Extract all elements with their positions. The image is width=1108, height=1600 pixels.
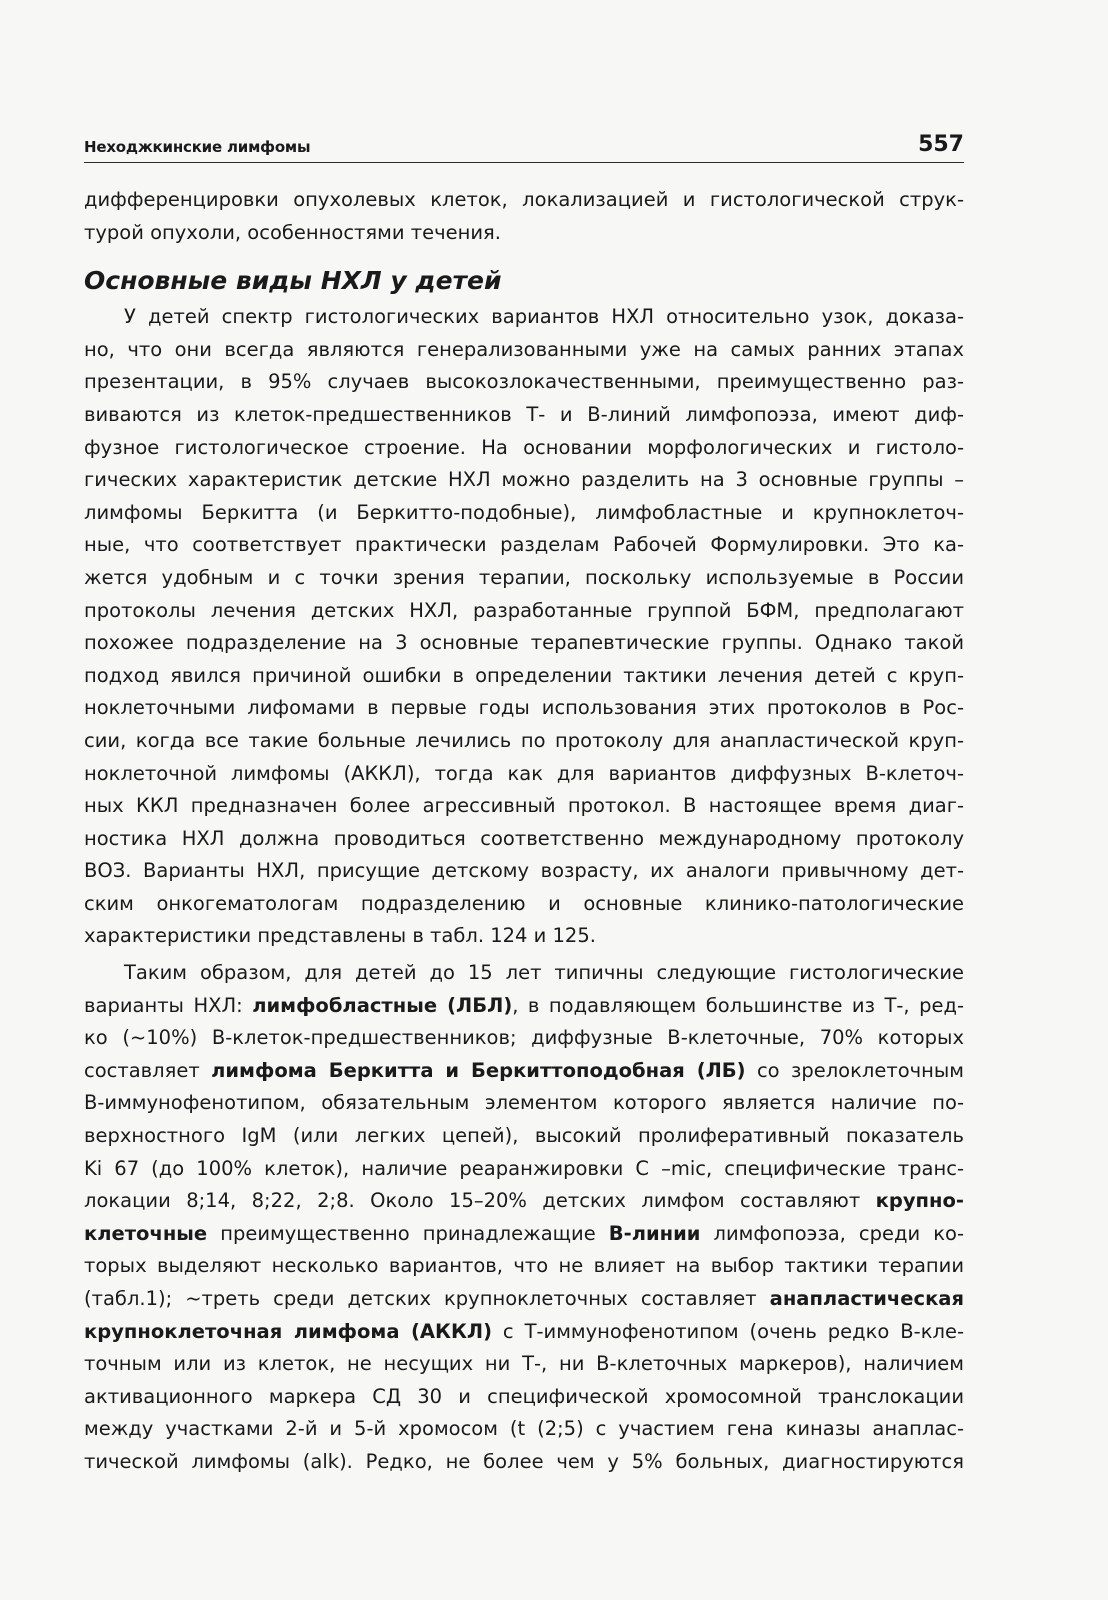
text-line [84, 990, 964, 1023]
text-line: активационного маркера СД 30 и специфической хромосомной транслокации [84, 1384, 964, 1408]
text-line: ко (~10%) В-клеток-предшественников; диффузные В-клеточные, 70% которых [84, 1026, 964, 1050]
text-line: протоколы лечения детских НХЛ, разработанные группой БФМ, предполагают [84, 598, 964, 622]
text-line: фузное гистологическое строение. На основании морфологических и гистоло- [84, 435, 964, 459]
text-line [84, 1316, 964, 1349]
text-line: жется удобным и с точки зрения терапии, поскольку используемые в России [84, 565, 964, 589]
text-line [84, 1218, 964, 1251]
text-line: турой опухоли, особенностями течения. [84, 220, 501, 244]
section-heading: Основные виды НХЛ у детей [84, 266, 502, 296]
text-line: ноклеточными лифомами в первые годы использования этих протоколов в Рос- [84, 696, 964, 720]
text-line: дифференцировки опухолевых клеток, локализацией и гистологической струк- [84, 188, 964, 211]
term-b-lineage: В-линии [608, 1221, 701, 1245]
text-line: сии, когда все такие больные лечились по протоколу для анапластической круп- [84, 728, 964, 752]
running-header [84, 132, 964, 163]
text-line [84, 1185, 964, 1218]
text-run: преимущественно принадлежащие [207, 1221, 609, 1245]
text-line: В-иммунофенотипом, обязательным элементом которого является наличие по- [84, 1091, 964, 1115]
term-burkitt: лимфома Беркитта и Беркиттоподобная (ЛБ) [211, 1058, 746, 1082]
page-number: 557 [918, 132, 964, 157]
text-line: ским онкогематологам подразделению и основные клинико-патологические [84, 891, 964, 915]
text-line: между участками 2-й и 5-й хромосом (t (2;5) с участием гена киназы анаплас- [84, 1417, 964, 1441]
text-run: , в подавляющем большинстве из Т-, ред- [512, 993, 964, 1017]
text-line: ноклеточной лимфомы (АККЛ), тогда как для вариантов диффузных В-клеточ- [84, 761, 964, 785]
text-line: подход явился причиной ошибки в определении тактики лечения детей с круп- [84, 663, 964, 687]
running-title: Неходжкинские лимфомы [84, 138, 311, 156]
text-run: составляет [84, 1058, 212, 1082]
text-run: локации 8;14, 8;22, 2;8. Около 15–20% детских лимфом составляют [84, 1189, 876, 1213]
text-run: с Т-иммунофенотипом (очень редко В-кле- [492, 1319, 964, 1343]
text-line: торых выделяют несколько вариантов, что не влияет на выбор тактики терапии [84, 1254, 964, 1278]
text-line: виваются из клеток-предшественников Т- и В-линий лимфопоэза, имеют диф- [84, 402, 964, 426]
term-large-cell: крупно- [875, 1189, 964, 1213]
text-line: характеристики представлены в табл. 124 и 125. [84, 924, 596, 948]
page-body [84, 184, 964, 1479]
text-line: ностика НХЛ должна проводиться соответственно международному протоколу [84, 826, 964, 850]
text-line: похожее подразделение на 3 основные терапевтические группы. Однако такой [84, 631, 964, 655]
text-run: лимфопоэза, среди ко- [700, 1221, 964, 1245]
term-alcl: крупноклеточная лимфома (АККЛ) [84, 1319, 492, 1343]
text-run: варианты НХЛ: [84, 993, 253, 1017]
text-run: (табл.1); ~треть среди детских крупноклеточных составляет [84, 1287, 770, 1310]
text-line: гических характеристик детские НХЛ можно разделить на 3 основные группы – [84, 468, 964, 492]
text-line: ВОЗ. Варианты НХЛ, присущие детскому возрасту, их аналоги привычному дет- [84, 859, 964, 883]
text-line: Ki 67 (до 100% клеток), наличие реаранжировки C –mic, специфические транс- [84, 1156, 964, 1180]
text-line [84, 1055, 964, 1088]
text-line: ных ККЛ предназначен более агрессивный протокол. В настоящее время диаг- [84, 794, 964, 818]
term-large-cell-cont: клеточные [84, 1221, 208, 1245]
term-lymphoblastic: лимфобластные (ЛБЛ) [252, 993, 513, 1017]
text-line [84, 1283, 964, 1316]
text-line: У детей спектр гистологических вариантов НХЛ относительно узок, доказа- [124, 305, 964, 329]
text-line: ные, что соответствует практически разделам Рабочей Формулировки. Это ка- [84, 533, 964, 557]
term-anaplastic: анапластическая [769, 1287, 964, 1310]
text-line: Таким образом, для детей до 15 лет типичны следующие гистологические [124, 961, 964, 985]
intro-paragraph [84, 184, 964, 249]
text-line: но, что они всегда являются генерализованными уже на самых ранних этапах [84, 337, 964, 361]
text-line: точным или из клеток, не несущих ни Т-, ни В-клеточных маркеров), наличием [84, 1352, 964, 1376]
paragraph-2 [84, 957, 964, 1479]
text-run: со зрелоклеточным [745, 1058, 964, 1082]
text-line: презентации, в 95% случаев высокозлокачественными, преимущественно раз- [84, 370, 964, 394]
text-line: лимфомы Беркитта (и Беркитто-подобные), лимфобластные и крупноклеточ- [84, 500, 964, 524]
text-line: верхностного IgM (или легких цепей), высокий пролиферативный показатель [84, 1124, 964, 1148]
paragraph-1 [84, 301, 964, 953]
text-line: тической лимфомы (alk). Редко, не более чем у 5% больных, диагностируются [84, 1449, 964, 1473]
